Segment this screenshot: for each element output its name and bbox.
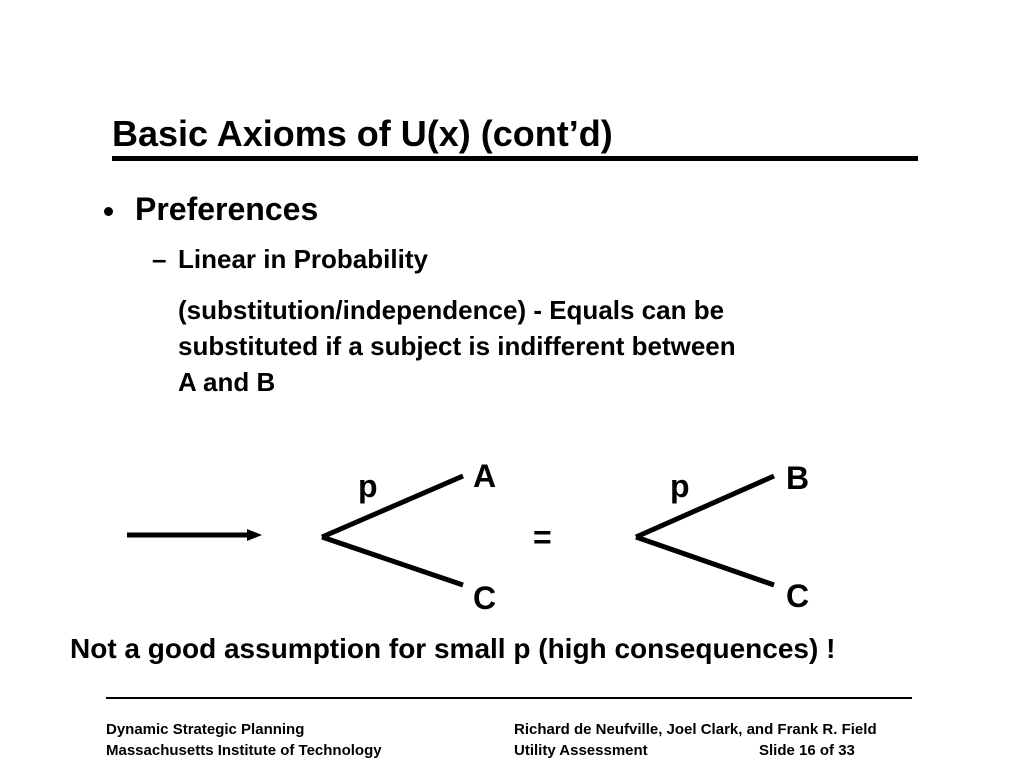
- equals-sign: =: [533, 519, 552, 555]
- bullet-preferences: Preferences: [135, 191, 319, 227]
- right-lottery-outcome-b: B: [786, 460, 810, 496]
- left-lottery-probability-label: p: [358, 468, 378, 504]
- footer-institution: Massachusetts Institute of Technology: [106, 742, 382, 759]
- left-lottery-outcome-c: C: [473, 580, 497, 616]
- footer-rule: [106, 697, 912, 699]
- footer-slide-number: Slide 16 of 33: [759, 742, 855, 759]
- footer-topic: Utility Assessment: [514, 742, 648, 759]
- left-lottery-lower-branch: [322, 537, 463, 585]
- footnote: Not a good assumption for small p (high consequences) !: [70, 633, 836, 664]
- left-lottery-outcome-a: A: [473, 458, 497, 494]
- footer-course: Dynamic Strategic Planning: [106, 721, 305, 738]
- arrow-head-icon: [247, 529, 262, 541]
- slide-title: Basic Axioms of U(x) (cont’d): [112, 113, 613, 154]
- right-lottery-probability-label: p: [670, 468, 690, 504]
- footer-authors: Richard de Neufville, Joel Clark, and Frank R. Field: [514, 721, 877, 738]
- left-lottery-upper-branch: [322, 476, 463, 537]
- right-lottery-outcome-c: C: [786, 578, 810, 614]
- substitution-description: (substitution/independence) - Equals can be substituted if a subject is indifferent between A and B: [178, 295, 736, 397]
- sub-bullet-dash: –: [152, 244, 167, 274]
- right-lottery-upper-branch: [636, 476, 774, 537]
- right-lottery-lower-branch: [636, 537, 774, 585]
- sub-bullet-linear-in-probability: Linear in Probability: [178, 244, 428, 274]
